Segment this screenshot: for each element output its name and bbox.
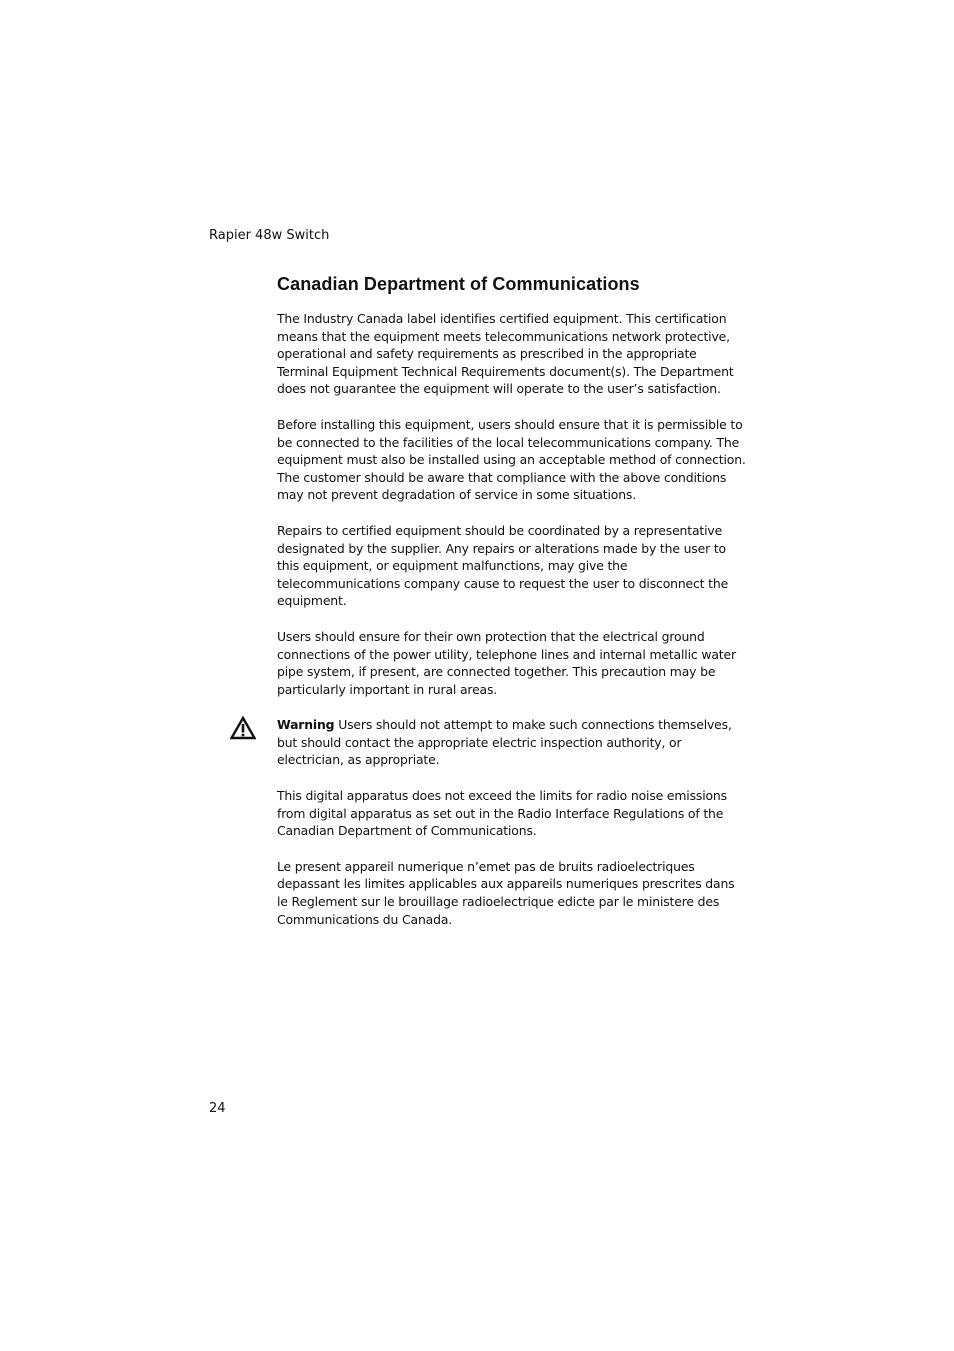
section-title: Canadian Department of Communications: [277, 274, 640, 294]
paragraph-before-installing: Before installing this equipment, users should ensure that it is permissible to be connected to the facilities of the local telecommunications company. The equipment must also be installed using an acceptable method of connection. The customer should be aware that compliance with the above conditions may not prevent degradation of service in some situations.: [277, 416, 746, 503]
running-header: Rapier 48w Switch: [209, 228, 330, 243]
warning-notice: [277, 716, 747, 769]
warning-body: Users should not attempt to make such connections themselves, but should contact the appropriate electric inspection authority, or electrician, as appropriate.: [277, 717, 732, 768]
page-number: 24: [209, 1101, 226, 1116]
paragraph-radio-noise-french: Le present appareil numerique n’emet pas de bruits radioelectriques depassant les limites applicables aux appareils numeriques prescrites dans le Reglement sur le brouillage radioelectrique edicte par le ministere des Communications du Canada.: [277, 858, 735, 927]
paragraph-repairs: Repairs to certified equipment should be coordinated by a representative designated by the supplier. Any repairs or alterations made by the user to this equipment, or equipment malfunctions, may give the telecommunications company cause to request the user to disconnect the equipment.: [277, 522, 729, 609]
paragraph-certified-equipment: The Industry Canada label identifies certified equipment. This certification means that the equipment meets telecommunications network protective, operational and safety requirements as prescribed in the appropriate Terminal Equipment Technical Requirements document(s). The Department does not guarantee the equipment will operate to the user’s satisfaction.: [277, 311, 734, 397]
warning-label: Warning: [277, 717, 335, 733]
warning-triangle-icon: [230, 716, 256, 740]
paragraph-ground-connections: Users should ensure for their own protection that the electrical ground connections of the power utility, telephone lines and internal metallic water pipe system, if present, are connected together. This precaution may be particularly important in rural areas.: [277, 628, 736, 697]
paragraph-radio-noise-english: This digital apparatus does not exceed the limits for radio noise emissions from digital apparatus as set out in the Radio Interface Regulations of the Canadian Department of Communications.: [277, 788, 727, 839]
main-content: [277, 272, 747, 946]
warning-text: [277, 716, 747, 769]
